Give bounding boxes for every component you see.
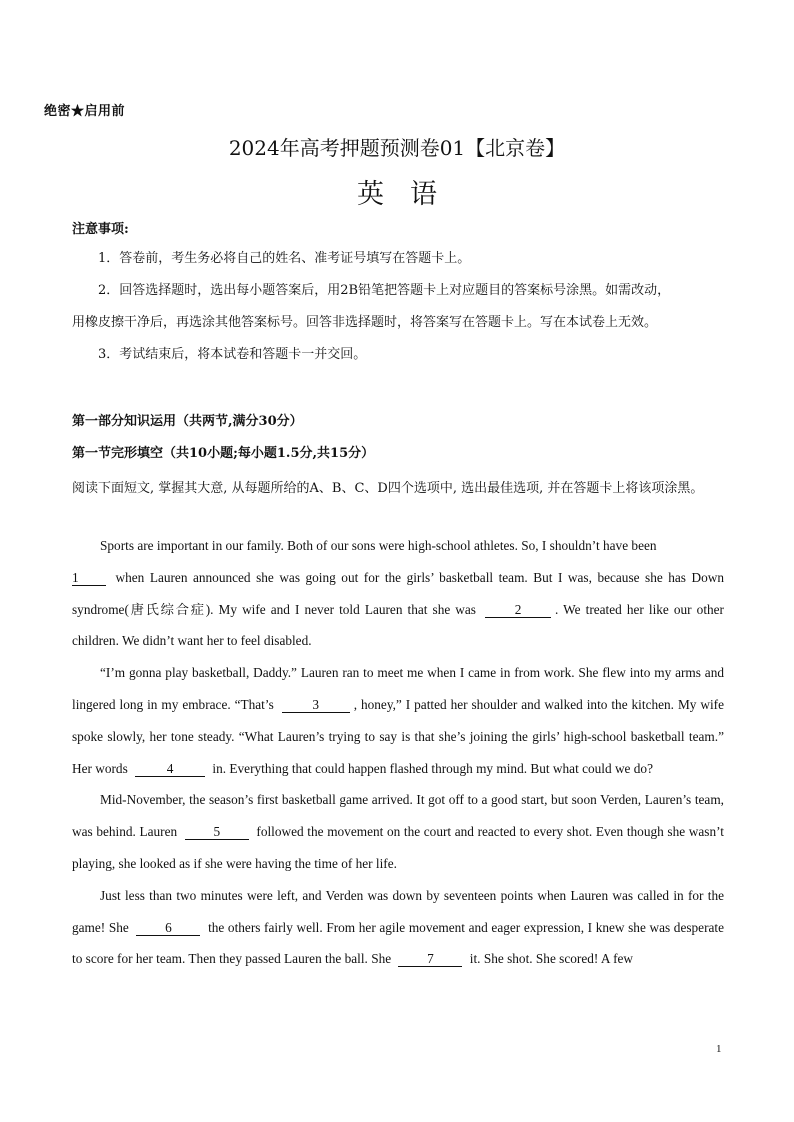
passage-text: followed the movement on the court and reacted to every shot. Even though she wasn’t playing, she looked as if she were having the time of her life.: [72, 824, 724, 871]
notice-heading: 注意事项:: [72, 222, 129, 237]
passage-text: Sports are important in our family. Both of our sons were high-school athletes. So, I shouldn’t have been: [100, 538, 657, 553]
passage-paragraph-2: [72, 657, 724, 784]
section-instruction: 阅读下面短文, 掌握其大意, 从每题所给的A、B、C、D四个选项中, 选出最佳选项, 并在答题卡上将该项涂黑。: [72, 481, 704, 496]
part-title: 第一部分知识运用（共两节,满分30分）: [72, 414, 303, 429]
passage-text: the others fairly well. From her agile movement and eager expression, I knew she was desperate to score for her team. Then they passed Lauren the ball. She: [72, 919, 724, 967]
passage-text: , honey,” I patted her shoulder and walked into the kitchen. My wife spoke slowly, her tone steady. “What Lauren’s trying to say is that she’s joining the girls’ high-school basketball team.” Her words: [72, 696, 724, 776]
blank-3: 3: [282, 697, 350, 713]
confidential-label: 绝密★启用前: [44, 104, 126, 119]
passage-paragraph-1: [72, 530, 724, 657]
passage-text: “I’m gonna play basketball, Daddy.” Lauren ran to meet me when I came in from work. She flew into my arms and lingered long in my embrace. “That’s: [72, 665, 724, 712]
passage-text: . We treated her like our other children. We didn’t want her to feel disabled.: [72, 601, 724, 649]
section-title: 第一节完形填空（共10小题;每小题1.5分,共15分）: [72, 446, 375, 461]
notice-item-2: 2．回答选择题时，选出每小题答案后，用2B铅笔把答题卡上对应题目的答案标号涂黑。如需改动，: [98, 283, 671, 298]
blank-1: 1: [72, 570, 106, 586]
passage-paragraph-4: [72, 880, 724, 975]
passage-text: it. She shot. She scored! A few: [466, 951, 634, 967]
passage-text: when Lauren announced she was going out for the girls’ basketball team. But I was, because she has Down syndrome(唐氏综合症). My wife and I never told Lauren that she was: [72, 569, 724, 617]
passage-paragraph-3: [72, 784, 724, 879]
blank-5: 5: [185, 824, 249, 840]
blank-4: 4: [135, 761, 205, 777]
notice-item-1: 1．答卷前，考生务必将自己的姓名、准考证号填写在答题卡上。: [98, 251, 471, 266]
subject-title: 英语: [357, 179, 463, 210]
blank-6: 6: [136, 920, 200, 936]
page-number: 1: [716, 1043, 722, 1055]
exam-title: 2024年高考押题预测卷01【北京卷】: [228, 136, 566, 160]
blank-7: 7: [398, 951, 462, 967]
blank-2: 2: [485, 602, 551, 618]
notice-item-2-continued: 用橡皮擦干净后，再选涂其他答案标号。回答非选择题时，将答案写在答题卡上。写在本试卷上无效。: [72, 315, 658, 330]
passage-text: Just less than two minutes were left, and Verden was down by seventeen points when Lauren was called in for the game! She: [72, 887, 724, 935]
passage-text: in. Everything that could happen flashed through my mind. But what could we do?: [209, 760, 653, 776]
cloze-passage: [72, 530, 724, 975]
notice-item-3: 3．考试结束后，将本试卷和答题卡一并交回。: [98, 347, 367, 362]
passage-text: Mid-November, the season’s first basketball game arrived. It got off to a good start, but soon Verden, Lauren’s team, was behind. Lauren: [72, 792, 724, 840]
